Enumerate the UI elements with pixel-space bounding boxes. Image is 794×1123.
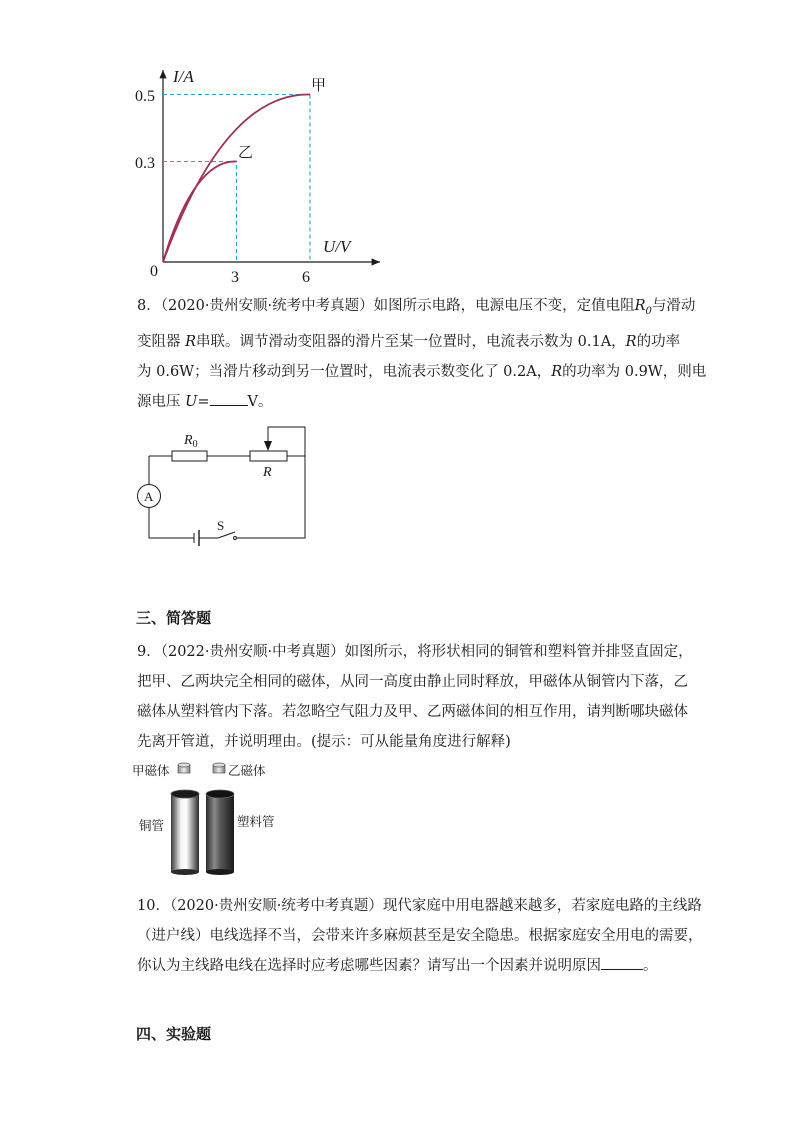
origin-label: 0 (150, 263, 158, 280)
x-axis-label: U/V (323, 237, 351, 256)
q9-line-4: 先离开管道，并说明理由。(提示：可从能量角度进行解释) (137, 734, 511, 750)
question-8 (137, 291, 707, 417)
question-10 (137, 891, 703, 981)
curve-jia-label: 甲 (311, 76, 327, 94)
switch-label: S (217, 518, 225, 533)
y-tick-0-5: 0.5 (135, 88, 155, 105)
magnet-jia (178, 763, 190, 773)
q8-line-4: 源电压 U= V。 (137, 387, 667, 417)
circuit-diagram (130, 422, 320, 547)
copper-pipe-label: 铜管 (139, 818, 165, 833)
q10-line-3: 你认为主线路电线在选择时应考虑哪些因素？请写出一个因素并说明原因 。 (137, 951, 667, 981)
plastic-pipe-label: 塑料管 (237, 814, 275, 829)
copper-pipe (171, 790, 199, 875)
magnet-jia-label: 甲磁体 (132, 763, 170, 778)
r0-label: $R_0$ (184, 433, 198, 450)
pipes-figure (130, 758, 300, 876)
q8-line-2: 变阻器 R串联。调节滑动变阻器的滑片至某一位置时，电流表示数为 0.1A，R的功率 (137, 333, 681, 350)
q9-line-3: 磁体从塑料管内下落。若忽略空气阻力及甲、乙两磁体间的相互作用，请判断哪块磁体 (137, 704, 688, 720)
section-3-title: 三、简答题 (136, 609, 212, 627)
y-tick-0-3: 0.3 (135, 155, 155, 172)
iu-graph (125, 62, 385, 287)
question-9 (137, 637, 693, 757)
resistor-r0 (172, 451, 207, 461)
curve-乙 (163, 161, 237, 262)
rheostat-r (250, 451, 287, 461)
q10-line-1: 10．（2020·贵州安顺·统考中考真题）现代家庭中用电器越来越多，若家庭电路的主线路 (137, 898, 702, 914)
q8-line-1: 8．（2020·贵州安顺·统考中考真题）如图所示电路，电源电压不变，定值电阻$R_0$与滑动 (137, 298, 696, 317)
answer-blank[interactable] (210, 391, 248, 406)
answer-blank[interactable] (601, 955, 643, 970)
x-tick-3: 3 (231, 269, 239, 286)
magnet-yi-label: 乙磁体 (228, 763, 266, 778)
q9-line-2: 把甲、乙两块完全相同的磁体，从同一高度由静止同时释放，甲磁体从铜管内下落，乙 (137, 674, 688, 690)
guide-乙 (163, 162, 237, 263)
magnet-yi (213, 763, 225, 773)
section-4-title: 四、实验题 (136, 1025, 212, 1043)
plastic-pipe (206, 790, 234, 875)
q10-line-2: （进户线）电线选择不当，会带来许多麻烦甚至是安全隐患。根据家庭安全用电的需要， (137, 928, 703, 944)
y-axis-label: I/A (173, 67, 194, 86)
q9-line-1: 9．（2022·贵州安顺·中考真题）如图所示，将形状相同的铜管和塑料管并排竖直固定， (137, 644, 693, 660)
curve-yi-label: 乙 (238, 143, 254, 161)
q8-line-3: 为 0.6W；当滑片移动到另一位置时，电流表示数变化了 0.2A，R的功率为 0.9W，则电 (137, 363, 707, 380)
guide-lines (163, 95, 310, 263)
ammeter-label: A (144, 489, 154, 504)
r-label: R (263, 465, 272, 480)
x-tick-6: 6 (302, 269, 310, 286)
